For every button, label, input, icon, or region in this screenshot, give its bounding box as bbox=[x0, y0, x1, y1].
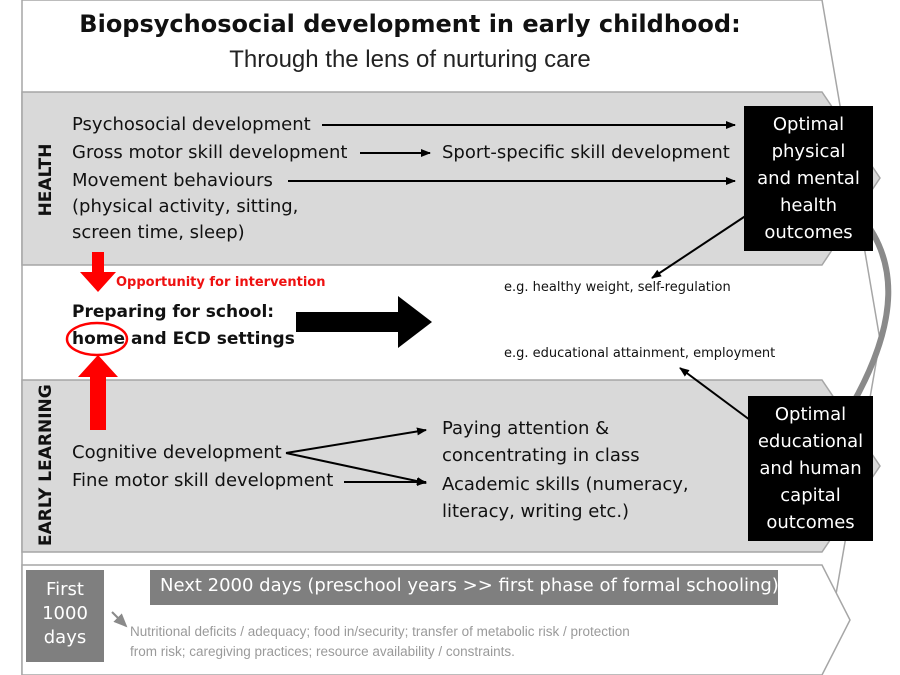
education-outcome-box bbox=[748, 396, 873, 541]
preparing-line-1: Preparing for school: bbox=[72, 302, 275, 322]
next-2000-days-text bbox=[160, 575, 779, 596]
health-outcome-line-1: Optimal bbox=[772, 114, 845, 135]
health-outcome-text bbox=[744, 111, 873, 246]
health-outcome-line-5: outcomes bbox=[764, 222, 853, 243]
education-outcome-line-4: capital bbox=[780, 485, 841, 506]
learning-result-attention-2: concentrating in class bbox=[442, 445, 640, 466]
health-item-psychosocial: Psychosocial development bbox=[72, 114, 311, 135]
learning-item-fine-motor: Fine motor skill development bbox=[72, 470, 334, 491]
first-1000-days-box bbox=[26, 570, 104, 662]
preparing-settings: and ECD settings bbox=[125, 329, 295, 349]
education-outcome-text bbox=[748, 401, 873, 536]
first-days-line-2: 1000 bbox=[42, 603, 88, 624]
health-outcome-line-3: and mental bbox=[757, 168, 860, 189]
health-outcome-box bbox=[744, 106, 873, 251]
next-days-prefix: Next 2000 days ( bbox=[160, 575, 315, 596]
early-learning-label: EARLY LEARNING bbox=[36, 384, 56, 546]
sport-skill-label: Sport-specific skill development bbox=[442, 142, 730, 163]
learning-result-academic-1: Academic skills (numeracy, bbox=[442, 474, 689, 495]
health-item-gross-motor: Gross motor skill development bbox=[72, 142, 348, 163]
health-item-movement: Movement behaviours bbox=[72, 170, 273, 191]
diagram-title: Biopsychosocial development in early childhood: bbox=[79, 10, 741, 38]
health-outcome-line-4: health bbox=[780, 195, 837, 216]
health-label: HEALTH bbox=[36, 143, 56, 217]
education-outcome-line-3: and human bbox=[759, 458, 862, 479]
education-outcome-line-2: educational bbox=[757, 431, 864, 452]
preparing-home: home bbox=[72, 329, 126, 349]
learning-result-academic-2: literacy, writing etc.) bbox=[442, 501, 630, 522]
diagram-subtitle: Through the lens of nurturing care bbox=[229, 46, 591, 73]
footer-note-line-2: from risk; caregiving practices; resource availability / constraints. bbox=[130, 644, 515, 659]
first-1000-days-text bbox=[26, 578, 104, 650]
learning-item-cognitive: Cognitive development bbox=[72, 442, 282, 463]
health-item-movement-detail-1: (physical activity, sitting, bbox=[72, 196, 299, 217]
eg-health-outcomes: e.g. healthy weight, self-regulation bbox=[504, 280, 731, 295]
opportunity-label: Opportunity for intervention bbox=[116, 275, 326, 290]
education-outcome-line-1: Optimal bbox=[774, 404, 847, 425]
eg-education-outcomes: e.g. educational attainment, employment bbox=[504, 346, 776, 361]
education-outcome-line-5: outcomes bbox=[766, 512, 855, 533]
footer-note-line-1: Nutritional deficits / adequacy; food in/security; transfer of metabolic risk / protection bbox=[130, 624, 630, 639]
next-days-preschool: preschool years bbox=[314, 575, 457, 596]
learning-result-attention-1: Paying attention & bbox=[442, 418, 610, 439]
health-outcome-line-2: physical bbox=[771, 141, 846, 162]
next-days-suffix: >> first phase of formal schooling) bbox=[456, 575, 779, 596]
first-days-line-3: days bbox=[43, 627, 87, 648]
next-2000-days-bar bbox=[150, 570, 778, 605]
preparing-line-2 bbox=[72, 326, 295, 352]
health-item-movement-detail-2: screen time, sleep) bbox=[72, 222, 245, 243]
first-days-line-1: First bbox=[46, 579, 84, 600]
